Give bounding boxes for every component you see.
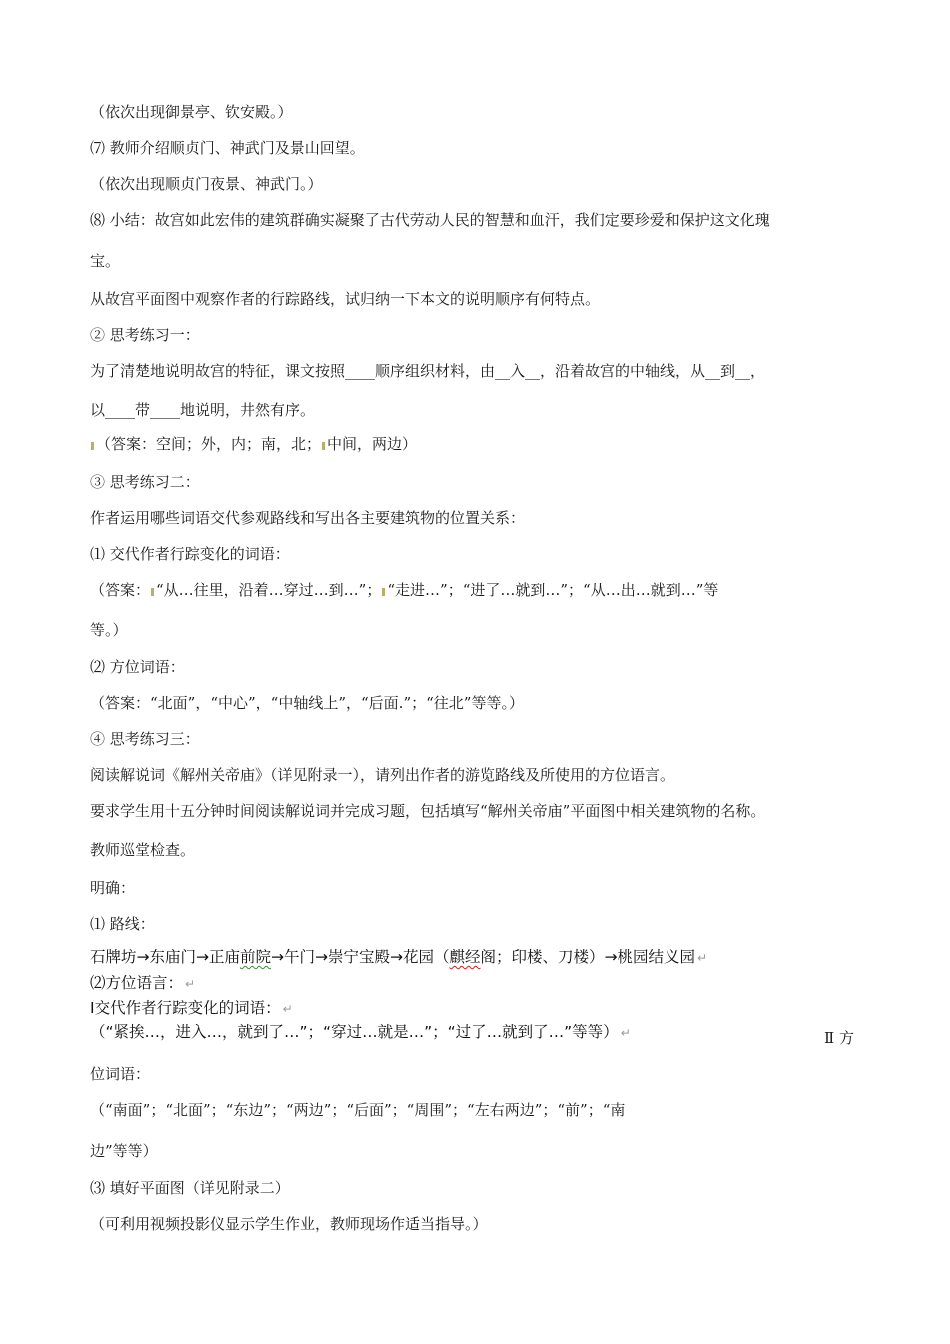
edit-mark: [322, 442, 325, 450]
answer-text: “从…往里，沿着…穿过…到…”；: [156, 581, 382, 599]
text-line: 从故宫平面图中观察作者的行踪路线，试归纳一下本文的说明顺序有何特点。: [90, 290, 601, 308]
direction-heading: [90, 973, 195, 994]
section-heading: ② 思考练习一：: [90, 326, 200, 344]
phrases-line: [90, 1022, 631, 1043]
answer-line: [90, 580, 718, 600]
summary-line-cont: 宝。: [90, 252, 121, 270]
exercise-text: 为了清楚地说明故宫的特征，课文按照____顺序组织材料，由__入__，沿着故宫的中轴线，从__到__，: [90, 362, 766, 380]
edit-mark: [91, 442, 94, 450]
text-line: 要求学生用十五分钟时间阅读解说词并完成习题，包括填写“解州关帝庙”平面图中相关建筑物的名称。: [90, 802, 766, 820]
section-heading: ③ 思考练习二：: [90, 473, 200, 491]
phrases-text: （“紧挨…，进入…，就到了…”；“穿过…就是…”；“过了…就到了…”等等）: [90, 1023, 619, 1041]
text-line: ⑴ 路线：: [90, 915, 155, 933]
text-line: （依次出现御景亭、钦安殿。）: [90, 103, 293, 121]
text-line: 明确：: [90, 879, 136, 897]
paragraph-mark-icon: ↵: [696, 951, 708, 965]
answer-line-cont: 等。）: [90, 621, 128, 639]
answer-text: （答案：: [90, 581, 151, 599]
direction-words: （“南面”；“北面”；“东边”；“两边”；“后面”；“周围”；“左右两边”；“前”；“南: [90, 1101, 626, 1119]
text-line: （依次出现顺贞门夜景、神武门。）: [90, 175, 323, 193]
route-text: 阁；印楼、刀楼）→桃园结义园: [480, 948, 695, 966]
answer-line: [90, 434, 417, 454]
direction-heading-text: ⑵方位语言：: [90, 974, 184, 992]
route-line: [90, 947, 707, 968]
text-line: ⑴ 交代作者行踪变化的词语：: [90, 545, 290, 563]
text-line: ⑶ 填好平面图（详见附录二）: [90, 1179, 290, 1197]
answer-text: 中间，两边）: [327, 435, 418, 453]
text-line: 阅读解说词《解州关帝庙》（详见附录一），请列出作者的游览路线及所使用的方位语言。: [90, 766, 676, 784]
route-text: 石牌坊→东庙门→正庙: [90, 948, 240, 966]
answer-text: “走进…”；“进了…就到…”；“从…出…就到…”等: [387, 581, 719, 599]
text-line: 教师巡堂检查。: [90, 841, 196, 859]
text-line: ⑵ 方位词语：: [90, 658, 185, 676]
answer-line: （答案：“北面”，“中心”，“中轴线上”，“后面.”；“往北”等等。）: [90, 694, 524, 712]
route-text: 麒经: [449, 948, 481, 966]
section-heading: ④ 思考练习三：: [90, 730, 200, 748]
answer-text: （答案：空间；外，内；南，北；: [96, 435, 322, 453]
text-line: （可利用视频投影仪显示学生作业，教师现场作适当指导。）: [90, 1215, 488, 1233]
text-line: ⑺ 教师介绍顺贞门、神武门及景山回望。: [90, 139, 365, 157]
text-line: 作者运用哪些词语交代参观路线和写出各主要建筑物的位置关系：: [90, 509, 526, 527]
text-line: 位词语：: [90, 1065, 151, 1083]
summary-line: ⑻ 小结：故宫如此宏伟的建筑群确实凝聚了古代劳动人民的智慧和血汗，我们定要珍爱和保护这文化瑰: [90, 211, 770, 229]
exercise-text-cont: 以____带____地说明，井然有序。: [90, 401, 316, 419]
roman-two-label: Ⅱ 方: [824, 1029, 854, 1047]
sub-heading-text: Ⅰ交代作者行踪变化的词语：: [90, 999, 281, 1017]
paragraph-mark-icon: ↵: [620, 1026, 631, 1040]
route-text: →午门→崇宁宝殿→花园（: [271, 948, 450, 966]
edit-mark: [151, 588, 154, 596]
sub-heading: [90, 998, 293, 1019]
paragraph-mark-icon: ↵: [185, 977, 196, 991]
route-text: 前院: [239, 948, 271, 966]
edit-mark: [382, 588, 385, 596]
direction-words-cont: 边”等等）: [90, 1142, 158, 1160]
paragraph-mark-icon: ↵: [282, 1002, 293, 1016]
